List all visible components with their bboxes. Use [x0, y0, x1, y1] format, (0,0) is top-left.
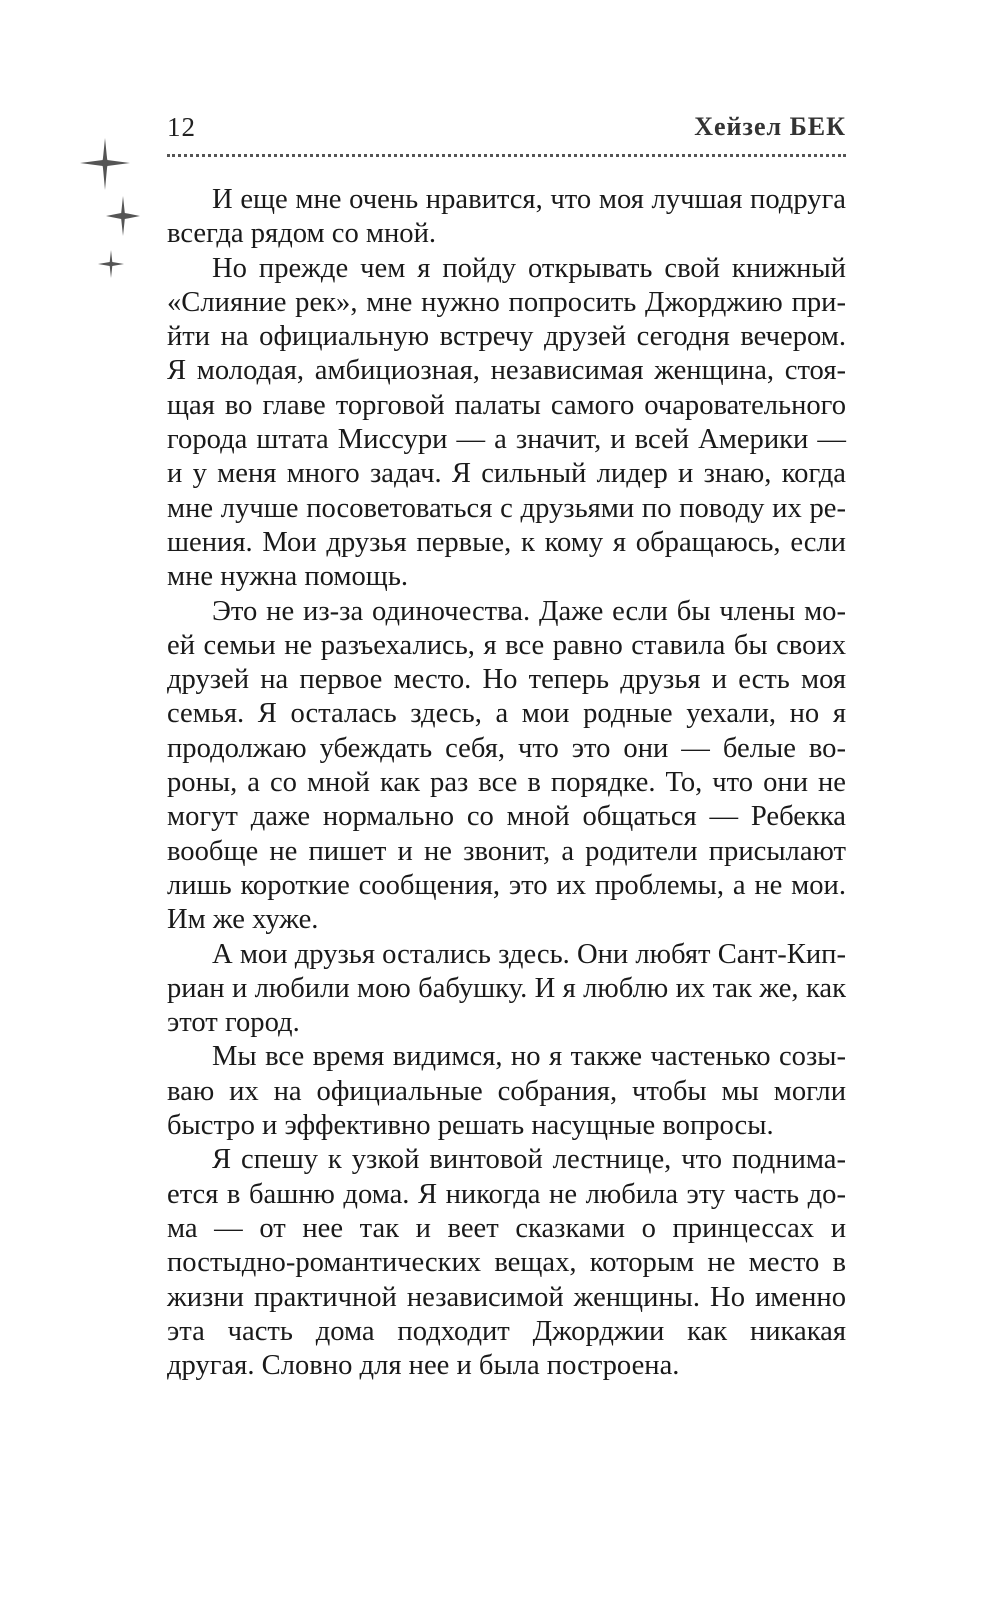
header-dotted-divider	[167, 154, 846, 157]
page-number: 12	[167, 112, 196, 142]
paragraph: Я спешу к узкой винтовой лестнице, что поднимается в башню дома. Я никогда не любила эту часть дома — от нее так и веет сказками о принцессах и постыдно-романтических вещах, которым не место в жизни практичной независимой женщины. Но именно эта часть дома подходит Джорджии как никакая другая. Словно для нее и была построена.	[167, 1144, 846, 1382]
chapter-text	[167, 183, 846, 1383]
sparkle-stars-icon	[78, 138, 148, 288]
paragraph: А мои друзья остались здесь. Они любят Сант-Киприан и любили мою бабушку. И я люблю их так же, как этот город.	[167, 938, 846, 1039]
running-head-author: Хейзел БЕК	[694, 112, 846, 141]
paragraph: Но прежде чем я пойду открывать свой книжный «Слияние рек», мне нужно попросить Джорджию прийти на официальную встречу друзей сегодня вечером. Я молодая, амбициозная, независимая женщина, стоящая во главе торговой палаты самого очаровательного города штата Миссури — а значит, и всей Америки — и у меня много задач. Я сильный лидер и знаю, когда мне лучше посоветоваться с друзьями по поводу их решения. Мои друзья первые, к кому я обращаюсь, если мне нужна помощь.	[167, 252, 846, 593]
paragraph: Это не из-за одиночества. Даже если бы члены моей семьи не разъехались, я все равно ставила бы своих друзей на первое место. Но теперь друзья и есть моя семья. Я осталась здесь, а мои родные уехали, но я продолжаю убеждать себя, что это они — белые вороны, а со мной как раз все в порядке. То, что они не могут даже нормально со мной общаться — Ребекка вообще не пишет и не звонит, а родители присылают лишь короткие сообщения, это их проблемы, а не мои. Им же хуже.	[167, 595, 846, 936]
paragraph: И еще мне очень нравится, что моя лучшая подруга всегда рядом со мной.	[167, 184, 846, 250]
paragraph: Мы все время видимся, но я также частенько созываю их на официальные собрания, чтобы мы могли быстро и эффективно решать насущные вопросы.	[167, 1041, 846, 1142]
page-header	[167, 110, 846, 154]
